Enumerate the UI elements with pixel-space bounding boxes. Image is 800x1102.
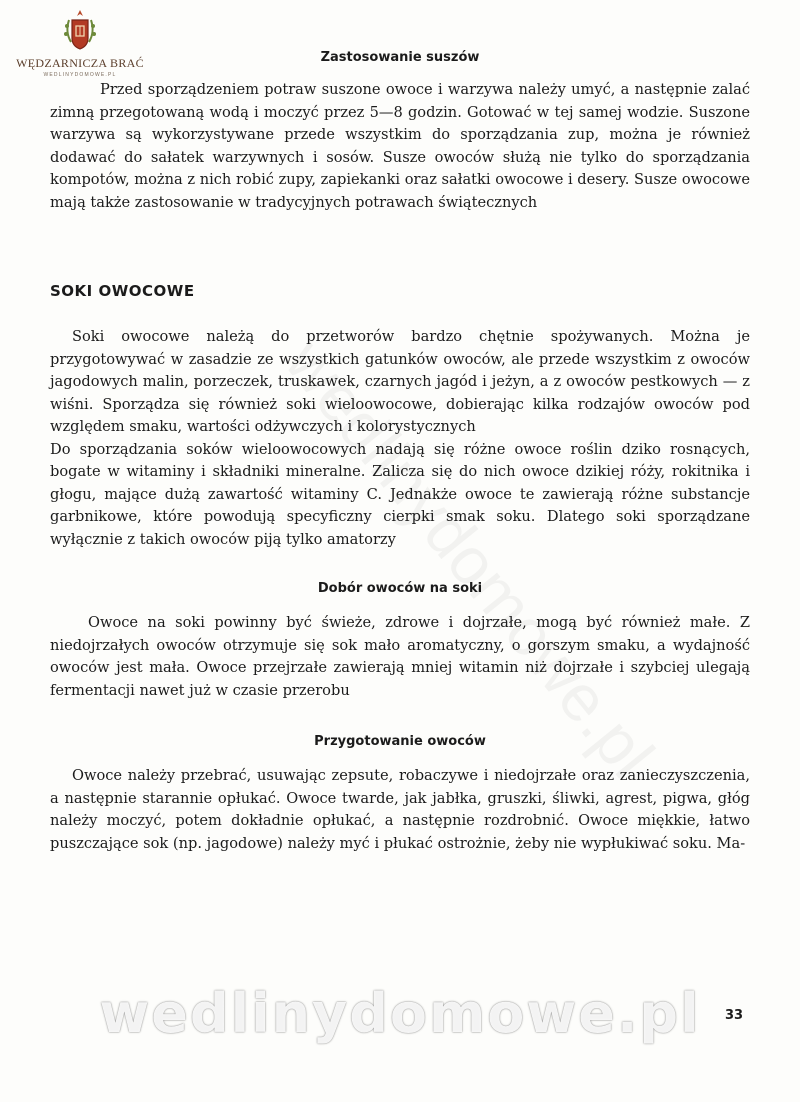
section-heading-zastosowanie: Zastosowanie suszów [320,50,480,65]
logo-subtitle: WEDLINYDOMOWE.PL [43,72,117,78]
crest-icon [61,8,99,54]
section-heading-przygotowanie: Przygotowanie owoców [314,734,486,749]
paragraph-zastosowanie: Przed sporządzeniem potraw suszone owoce i warzywa należy umyć, a następnie zalać zimną przegotowaną wodą i moczyć przez 5—8 godzin. Gotować w tej samej wodzie. Suszone warzywa są wykorzystywane przede wszystkim do sporządzania zup, można je również dodawać do sałatek warzywnych i sosów. Susze owoców służą nie tylko do sporządzania kompotów, można z nich robić zupy, zapiekanki oraz sałatki owocowe i desery. Susze owocowe mają także zastosowanie w tradycyjnych potrawach świątecznych [50,81,750,211]
paragraph-soki-2: Do sporządzania soków wieloowocowych nadają się różne owoce roślin dziko rosnących, bogate w witaminy i składniki mineralne. Zalicza się do nich owoce dzikiej róży, rokitnika i głogu, mające dużą zawartość witaminy C. Jednakże owoce te zawierają różne substancje garbnikowe, które powodują specyficzny cierpki smak soku. Dlatego soki sporządzane wyłącznie z takich owoców piją tylko amatorzy [50,440,750,548]
paragraph-dobor: Owoce na soki powinny być świeże, zdrowe i dojrzałe, mogą być również małe. Z niedojrzałych owoców otrzymuje się sok mało aromatyczny, o gorszym smaku, a wydajność owoców jest mała. Owoce przejrzałe zawierają mniej witamin niż dojrzałe i szybciej ulegają fermentacji nawet już w czasie przerobu [50,614,750,699]
section-heading-soki: SOKI OWOCOWE [50,282,195,300]
section-heading-dobor: Dobór owoców na soki [317,581,483,596]
logo-name: WĘDZARNICZA BRAĆ [16,56,144,70]
page-number: 33 [725,1008,744,1023]
footer-watermark: wedlinydomowe.pl [99,982,701,1045]
paragraph-soki-1: Soki owocowe należą do przetworów bardzo chętnie spożywanych. Można je przygotowywać w zasadzie ze wszystkich gatunków owoców, ale przede wszystkim z owoców jagodowych malin, porzeczek, truskawek, czarnych jagód i jeżyn, a z owoców pestkowych — z wiśni. Sporządza się również soki wieloowocowe, dobierając kilka rodzajów owoców pod względem smaku, wartości odżywczych i kolorystycznych [50,328,750,435]
page-content [50,50,750,855]
paragraph-przygotowanie: Owoce należy przebrać, usuwając zepsute, robaczywe i niedojrzałe oraz zanieczyszczenia, a następnie starannie opłukać. Owoce twarde, jak jabłka, gruszki, śliwki, agrest, pigwa, głóg należy moczyć, potem dokładnie opłukać, a następnie rozdrobnić. Owoce miękkie, łatwo puszczające sok (np. jagodowe) należy myć i płukać ostrożnie, żeby nie wypłukiwać soku. Ma- [50,767,750,852]
